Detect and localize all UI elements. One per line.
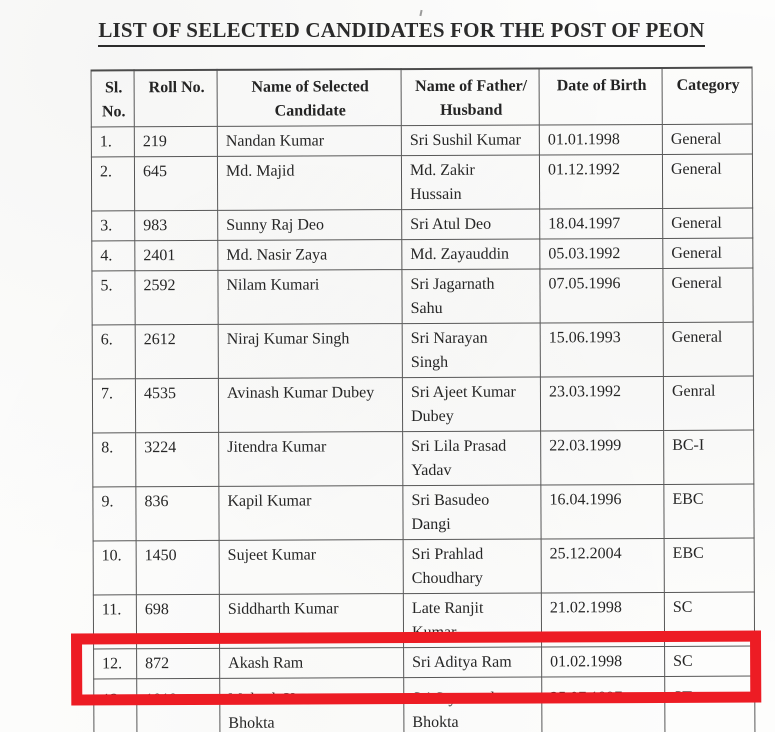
- cell-dob: 05.03.1992: [540, 238, 663, 269]
- cell-sl: 6.: [92, 325, 135, 379]
- cell-sl: 8.: [93, 433, 136, 487]
- cell-name: Nilam Kumari: [218, 270, 402, 325]
- cell-sl: 1.: [91, 127, 134, 157]
- cell-name: Nandan Kumar: [217, 126, 401, 157]
- cell-father: Sri Lila Prasad Yadav: [403, 431, 541, 486]
- cell-sl: 9.: [93, 487, 136, 541]
- cell-dob: 25.12.2004: [541, 538, 664, 593]
- cell-father: Sri Sushil Kumar: [401, 125, 539, 156]
- cell-name: Siddharth Kumar: [219, 594, 403, 649]
- page-title-text: LIST OF SELECTED CANDIDATES FOR THE POST OF PEON: [98, 18, 704, 47]
- cell-category: EBC: [664, 484, 754, 538]
- cell-category: General: [663, 268, 753, 322]
- cell-name: Mukesh Kumar Bhokta: [220, 678, 404, 732]
- cell-dob: 21.02.1998: [541, 592, 664, 647]
- cell-dob: 23.03.1992: [540, 376, 663, 431]
- cell-category: BC-I: [664, 430, 754, 484]
- cell-roll: 2401: [135, 240, 218, 270]
- scan-artifact-mark: [419, 10, 422, 16]
- cell-name: Niraj Kumar Singh: [218, 324, 402, 379]
- selected-candidates-table: [91, 67, 756, 732]
- cell-name: Akash Ram: [220, 648, 404, 679]
- header-candidate-name: Name of Selected Candidate: [217, 69, 401, 126]
- table-row: [92, 238, 753, 271]
- table-row: [94, 646, 755, 679]
- cell-roll: 4535: [135, 378, 218, 432]
- cell-sl: 2.: [91, 157, 134, 211]
- cell-dob: 15.06.1993: [540, 322, 663, 377]
- cell-father: Md. Zakir Hussain: [401, 155, 539, 210]
- cell-category: General: [663, 238, 753, 268]
- cell-roll: 836: [136, 486, 219, 540]
- cell-father: Sri Styanand Bhokta: [404, 677, 542, 732]
- table-row: [93, 430, 754, 487]
- cell-sl: 4.: [92, 241, 135, 271]
- cell-father: Late Ranjit Kumar: [403, 593, 541, 648]
- table-header-row: [91, 68, 752, 127]
- cell-roll: 3224: [136, 432, 219, 486]
- cell-sl: 5.: [92, 271, 135, 325]
- cell-roll: 2612: [135, 324, 218, 378]
- table-row: [91, 154, 752, 211]
- cell-sl: 11.: [93, 595, 136, 649]
- cell-name: Sujeet Kumar: [219, 540, 403, 595]
- cell-sl: 7.: [92, 379, 135, 433]
- cell-category: General: [663, 322, 753, 376]
- cell-category: General: [662, 154, 752, 208]
- cell-dob: 16.04.1996: [541, 484, 664, 539]
- cell-father: Sri Basudeo Dangi: [403, 485, 541, 540]
- cell-name: Md. Majid: [217, 156, 401, 211]
- cell-father: Sri Atul Deo: [402, 209, 540, 240]
- cell-category: ST: [665, 676, 755, 732]
- cell-roll: 1450: [136, 540, 219, 594]
- cell-father: Sri Prahlad Choudhary: [403, 539, 541, 594]
- cell-name: Jitendra Kumar: [219, 432, 403, 487]
- cell-category: Genral: [663, 376, 753, 430]
- cell-name: Avinash Kumar Dubey: [218, 378, 402, 433]
- table-row: [93, 538, 754, 595]
- table-row: [92, 376, 753, 433]
- cell-sl: 13.: [94, 679, 137, 732]
- cell-dob: 07.05.1996: [540, 268, 663, 323]
- cell-father: Md. Zayauddin: [402, 239, 540, 270]
- cell-roll: 645: [134, 156, 217, 210]
- cell-name: Kapil Kumar: [219, 486, 403, 541]
- cell-roll: 2592: [135, 270, 218, 324]
- cell-dob: 01.12.1992: [539, 154, 662, 209]
- cell-father: Sri Jagarnath Sahu: [402, 269, 540, 324]
- table-row: [92, 268, 753, 325]
- header-date-of-birth: Date of Birth: [539, 68, 662, 125]
- header-roll-no: Roll No.: [134, 70, 217, 127]
- document-body: [91, 67, 755, 732]
- cell-roll: 698: [136, 594, 219, 648]
- header-category: Category: [662, 68, 752, 125]
- table-row: [91, 124, 752, 157]
- cell-dob: 01.02.1998: [542, 646, 665, 677]
- cell-father: Sri Aditya Ram: [404, 647, 542, 678]
- cell-category: General: [662, 124, 752, 154]
- cell-category: General: [663, 208, 753, 238]
- page-title: [14, 18, 775, 47]
- cell-dob: 22.03.1999: [541, 430, 664, 485]
- cell-roll: 872: [137, 648, 220, 678]
- cell-roll: 219: [134, 126, 217, 156]
- cell-sl: 10.: [93, 541, 136, 595]
- cell-category: SC: [664, 592, 754, 646]
- cell-sl: 3.: [92, 211, 135, 241]
- cell-name: Md. Nasir Zaya: [218, 240, 402, 271]
- cell-father: Sri Narayan Singh: [402, 323, 540, 378]
- cell-dob: 18.04.1997: [540, 208, 663, 239]
- cell-father: Sri Ajeet Kumar Dubey: [402, 377, 540, 432]
- cell-category: EBC: [664, 538, 754, 592]
- cell-dob: 01.01.1998: [539, 124, 662, 155]
- table-row: [92, 322, 753, 379]
- cell-dob: 25.07.1997: [542, 676, 665, 732]
- table-row: [92, 208, 753, 241]
- header-sl-no: Sl. No.: [91, 70, 134, 127]
- header-father-husband: Name of Father/ Husband: [401, 68, 539, 125]
- table-row: [93, 592, 754, 649]
- cell-roll: 983: [135, 210, 218, 240]
- cell-sl: 12.: [94, 649, 137, 679]
- cell-name: Sunny Raj Deo: [218, 210, 402, 241]
- table-row: [93, 484, 754, 541]
- cell-category: SC: [665, 646, 755, 676]
- cell-roll: 1019: [137, 678, 220, 732]
- table-row-highlighted: [94, 676, 755, 732]
